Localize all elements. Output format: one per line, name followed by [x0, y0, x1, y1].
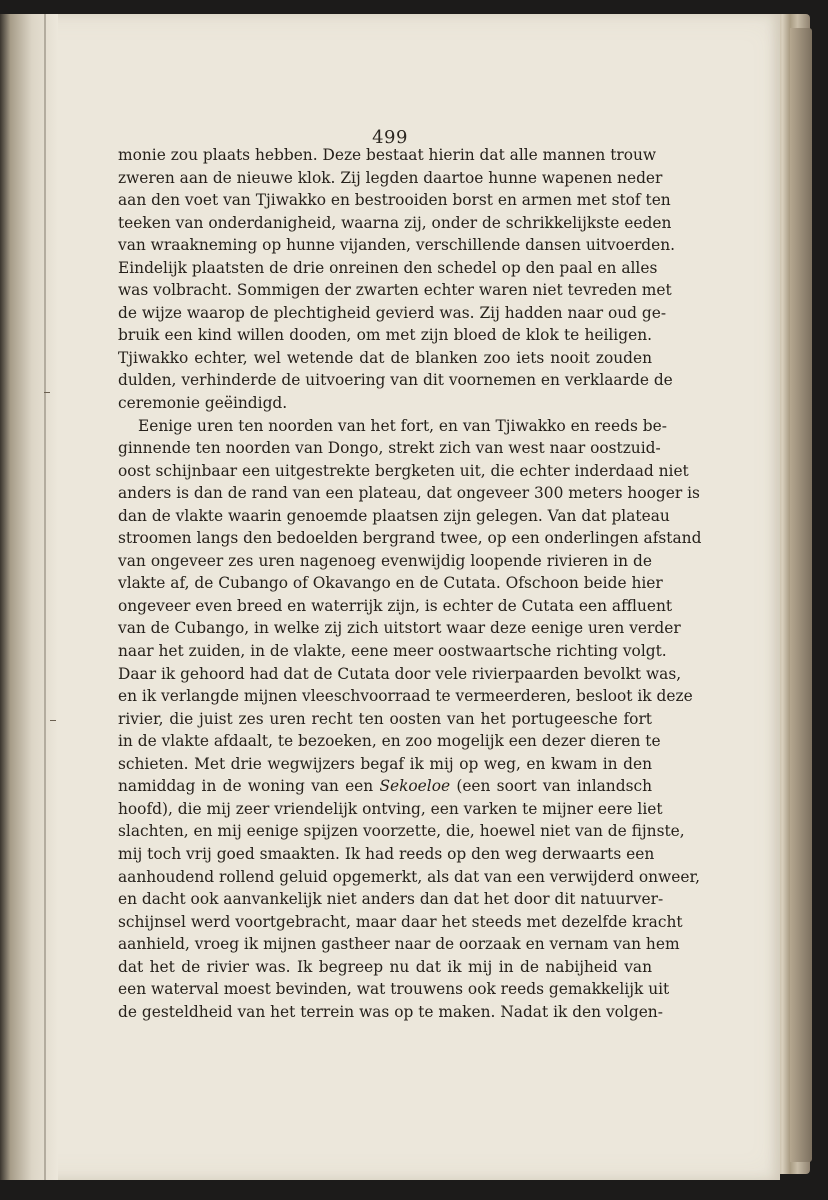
text-segment: aanhoudend rollend geluid opgemerkt, als dat van een verwijderd onweer, [118, 867, 701, 886]
text-line [118, 843, 655, 866]
text-line [118, 437, 661, 460]
text-segment: (een soort van inlandsch [450, 777, 653, 796]
text-line [118, 550, 652, 573]
text-segment: van de Cubango, in welke zij zich uitstort waar deze eenige uren verder [118, 619, 681, 638]
page-edges-outer [790, 28, 812, 1162]
text-segment: anders is dan de rand van een plateau, dat ongeveer 300 meters hooger is [118, 484, 700, 503]
text-line [118, 911, 683, 934]
text-line [118, 167, 663, 190]
text-line [118, 956, 652, 979]
text-segment: was volbracht. Sommigen der zwarten echter waren niet tevreden met [118, 281, 672, 300]
text-segment: van wraakneming op hunne vijanden, verschillende dansen uitvoerden. [118, 236, 676, 255]
text-line [118, 482, 700, 505]
text-line [118, 753, 652, 776]
text-line [118, 798, 663, 821]
text-segment: aanhield, vroeg ik mijnen gastheer naar de oorzaak en vernam van hem [118, 935, 680, 954]
text-line [118, 866, 701, 889]
text-line [118, 392, 652, 415]
text-segment: Eenige uren ten noorden van het fort, en van Tjiwakko en reeds be- [138, 416, 667, 435]
text-segment: een waterval moest bevinden, wat trouwens ook reeds gemakkelijk uit [118, 980, 670, 999]
text-line [118, 189, 671, 212]
text-line [118, 933, 680, 956]
text-segment: stroomen langs den bedoelden bergrand twee, op een onderlingen afstand [118, 529, 702, 548]
text-segment: dan de vlakte waarin genoemde plaatsen zijn gelegen. Van dat plateau [118, 506, 670, 525]
text-line [118, 505, 670, 528]
text-line [118, 663, 682, 686]
gutter-fold-line [44, 14, 46, 1180]
text-segment: de wijze waarop de plechtigheid gevierd was. Zij hadden naar oud ge- [118, 303, 667, 322]
text-line [118, 1001, 663, 1024]
text-segment: de gesteldheid van het terrein was op te maken. Nadat ik den volgen- [118, 1002, 663, 1021]
text-segment: oost schijnbaar een uitgestrekte bergketen uit, die echter inderdaad niet [118, 461, 689, 480]
text-segment: Eindelijk plaatsten de drie onreinen den schedel op den paal en alles [118, 258, 658, 277]
text-line [118, 144, 657, 167]
text-segment: in de vlakte afdaalt, te bezoeken, en zoo mogelijk een dezer dieren te [118, 732, 661, 751]
text-line [118, 978, 670, 1001]
text-line [118, 415, 667, 438]
paragraph [118, 415, 702, 1024]
italic-term: Sekoeloe [379, 777, 451, 796]
text-segment: mij toch vrij goed smaakten. Ik had reeds op den weg derwaarts een [118, 844, 655, 863]
text-segment: aan den voet van Tjiwakko en bestrooiden borst en armen met stof ten [118, 191, 671, 210]
text-line [118, 617, 681, 640]
text-line [118, 369, 673, 392]
text-line [118, 640, 667, 663]
text-line [118, 324, 652, 347]
text-segment: namiddag in de woning van een [118, 777, 380, 796]
text-segment: van ongeveer zes uren nagenoeg evenwijdig loopende rivieren in de [118, 551, 652, 570]
text-line [118, 212, 672, 235]
text-segment: zweren aan de nieuwe klok. Zij legden daartoe hunne wapenen neder [118, 168, 663, 187]
text-line [118, 685, 693, 708]
text-segment: ginnende ten noorden van Dongo, strekt zich van west naar oostzuid- [118, 439, 661, 458]
text-line [118, 257, 658, 280]
text-line [118, 820, 685, 843]
text-segment: dulden, verhinderde de uitvoering van dit voornemen en verklaarde de [118, 371, 673, 390]
text-segment: ongeveer even breed en waterrijk zijn, is echter de Cutata een affluent [118, 596, 673, 615]
text-line [118, 302, 667, 325]
margin-mark [44, 392, 50, 393]
text-line [118, 279, 672, 302]
page-number: 499 [372, 127, 408, 148]
text-line [118, 347, 652, 370]
text-segment: ceremonie geëindigd. [118, 394, 288, 413]
text-segment: monie zou plaats hebben. Deze bestaat hierin dat alle mannen trouw [118, 146, 657, 164]
text-segment: en ik verlangde mijnen vleeschvoorraad te vermeerderen, besloot ik deze [118, 687, 693, 706]
text-segment: dat het de rivier was. Ik begreep nu dat ik mij in de nabijheid van [118, 957, 652, 976]
text-segment: rivier, die juist zes uren recht ten oosten van het portugeesche fort [118, 709, 652, 728]
text-segment: hoofd), die mij zeer vriendelijk ontving, een varken te mijner eere liet [118, 799, 663, 818]
text-line [118, 527, 702, 550]
margin-mark [50, 720, 56, 721]
text-segment: vlakte af, de Cubango of Okavango en de Cutata. Ofschoon beide hier [118, 574, 663, 593]
text-line [118, 888, 664, 911]
text-segment: teeken van onderdanigheid, waarna zij, onder de schrikkelijkste eeden [118, 213, 672, 232]
text-line [118, 234, 676, 257]
text-segment: bruik een kind willen dooden, om met zijn bloed de klok te heiligen. [118, 326, 652, 345]
text-segment: Tjiwakko echter, wel wetende dat de blanken zoo iets nooit zouden [118, 348, 652, 367]
text-line [118, 460, 689, 483]
text-segment: en dacht ook aanvankelijk niet anders dan dat het door dit natuurver- [118, 890, 664, 909]
text-segment: schijnsel werd voortgebracht, maar daar het steeds met dezelfde kracht [118, 912, 683, 931]
text-line [118, 708, 652, 731]
book-gutter [0, 14, 58, 1180]
paragraph [118, 144, 676, 415]
text-line [118, 730, 661, 753]
text-segment: slachten, en mij eenige spijzen voorzette, die, hoewel niet van de fijnste, [118, 822, 685, 841]
text-line [118, 775, 652, 798]
text-line [118, 595, 673, 618]
text-segment: Daar ik gehoord had dat de Cutata door vele rivierpaarden bevolkt was, [118, 664, 682, 683]
body-text [118, 144, 702, 1023]
text-segment: naar het zuiden, in de vlakte, eene meer oostwaartsche richting volgt. [118, 642, 667, 661]
text-line [118, 572, 663, 595]
text-segment: schieten. Met drie wegwijzers begaf ik mij op weg, en kwam in den [118, 754, 652, 773]
